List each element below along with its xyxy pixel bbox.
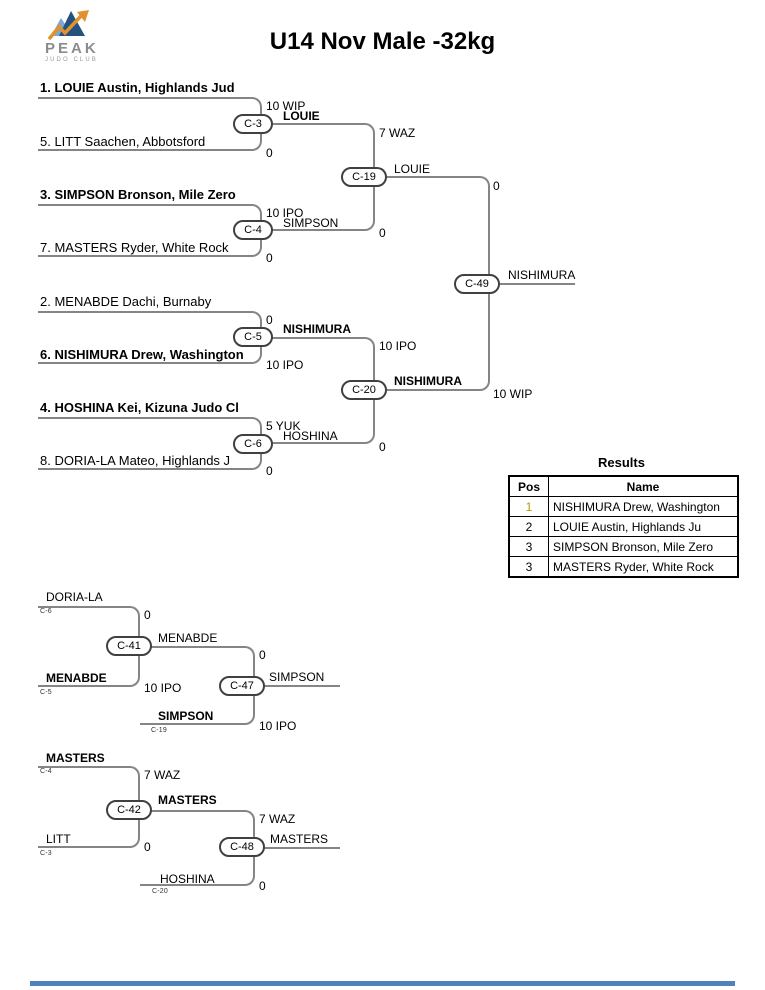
winner-c47: SIMPSON <box>269 670 325 684</box>
score-c19-bottom: 0 <box>379 226 386 240</box>
source-ref-c4: C-4 <box>40 768 52 775</box>
score-c19-top: 7 WAZ <box>379 126 416 140</box>
name-cell: MASTERS Ryder, White Rock <box>549 557 739 578</box>
pos-cell: 2 <box>509 517 549 537</box>
score-c20-top: 10 IPO <box>379 339 417 353</box>
page-title: U14 Nov Male -32kg <box>269 28 496 55</box>
entry-simpson: 3. SIMPSON Bronson, Mile Zero <box>40 187 236 202</box>
entry-hoshina: 4. HOSHINA Kei, Kizuna Judo Cl <box>40 400 239 415</box>
winner-c42: MASTERS <box>158 793 217 807</box>
name-cell: SIMPSON Bronson, Mile Zero <box>549 537 739 557</box>
entry-masters: 7. MASTERS Ryder, White Rock <box>40 240 229 255</box>
source-ref-c3: C-3 <box>40 850 52 857</box>
winner-c19: LOUIE <box>394 162 431 176</box>
entry-menabde: 2. MENABDE Dachi, Burnaby <box>40 294 212 309</box>
entry-nishimura: 6. NISHIMURA Drew, Washington <box>40 347 244 362</box>
pos-cell: 3 <box>509 537 549 557</box>
score-c3-top: 10 WIP <box>266 99 306 113</box>
rep-score-c41-bottom: 10 IPO <box>144 681 182 695</box>
table-row <box>509 557 738 578</box>
score-c47-bottom: 10 IPO <box>259 719 297 733</box>
winner-c20: NISHIMURA <box>394 374 462 388</box>
table-row <box>509 537 738 557</box>
rep-entry-doria-la: DORIA-LA <box>46 590 103 604</box>
winner-c3: LOUIE <box>283 109 320 123</box>
winner-line-c47 <box>255 685 340 687</box>
results-header-name: Name <box>549 476 739 497</box>
score-c5-bottom: 10 IPO <box>266 358 304 372</box>
source-ref-c5: C-5 <box>40 689 52 696</box>
entry-louie: 1. LOUIE Austin, Highlands Jud <box>40 80 235 95</box>
rep-entry-litt: LITT <box>46 832 71 846</box>
table-row <box>509 497 738 517</box>
rep-score-c42-bottom: 0 <box>144 840 151 854</box>
match-label-c42: C-42 <box>106 800 152 820</box>
rep-entry-simpson: SIMPSON <box>158 709 214 723</box>
score-c3-bottom: 0 <box>266 146 273 160</box>
match-label-c5: C-5 <box>233 327 273 347</box>
match-label-c20: C-20 <box>341 380 387 400</box>
score-c48-bottom: 0 <box>259 879 266 893</box>
results-header-pos: Pos <box>509 476 549 497</box>
score-c47-top: 0 <box>259 648 266 662</box>
winner-c4: SIMPSON <box>283 216 339 230</box>
rep-entry-masters: MASTERS <box>46 751 105 765</box>
footer-bar <box>30 981 735 986</box>
score-c49-top: 0 <box>493 179 500 193</box>
score-c5-top: 0 <box>266 313 273 327</box>
match-label-c48: C-48 <box>219 837 265 857</box>
entry-litt: 5. LITT Saachen, Abbotsford <box>40 134 206 149</box>
name-cell: NISHIMURA Drew, Washington <box>549 497 739 517</box>
winner-c49: NISHIMURA <box>508 268 576 282</box>
source-ref-c6: C-6 <box>40 608 52 615</box>
source-ref-c20: C-20 <box>152 888 168 895</box>
rep-entry-hoshina: HOSHINA <box>160 872 215 886</box>
match-label-c49: C-49 <box>454 274 500 294</box>
rep-score-c41-top: 0 <box>144 608 151 622</box>
match-label-c41: C-41 <box>106 636 152 656</box>
results-header-row <box>509 476 738 497</box>
logo-text: PEAK <box>45 40 99 57</box>
logo-subtext: JUDO CLUB <box>45 57 98 63</box>
winner-c41: MENABDE <box>158 631 218 645</box>
score-c20-bottom: 0 <box>379 440 386 454</box>
entry-doria-la: 8. DORIA-LA Mateo, Highlands J <box>40 453 231 468</box>
pos-cell: 1 <box>509 497 549 517</box>
table-row <box>509 517 738 537</box>
score-c4-bottom: 0 <box>266 251 273 265</box>
winner-c6: HOSHINA <box>283 429 338 443</box>
winner-line-c48 <box>255 847 340 849</box>
name-cell: LOUIE Austin, Highlands Ju <box>549 517 739 537</box>
rep-score-c42-top: 7 WAZ <box>144 768 181 782</box>
rep-entry-menabde: MENABDE <box>46 671 107 685</box>
score-c6-top: 5 YUK <box>266 419 301 433</box>
match-label-c47: C-47 <box>219 676 265 696</box>
match-label-c19: C-19 <box>341 167 387 187</box>
source-ref-c19: C-19 <box>151 727 167 734</box>
winner-c5: NISHIMURA <box>283 322 351 336</box>
score-c6-bottom: 0 <box>266 464 273 478</box>
winner-c48: MASTERS <box>270 832 329 846</box>
results-title: Results <box>598 455 645 470</box>
match-label-c4: C-4 <box>233 220 273 240</box>
match-label-c3: C-3 <box>233 114 273 134</box>
score-c48-top: 7 WAZ <box>259 812 296 826</box>
pos-cell: 3 <box>509 557 549 578</box>
match-label-c6: C-6 <box>233 434 273 454</box>
winner-line-c49 <box>490 283 575 285</box>
results-table <box>508 475 739 578</box>
score-c49-bottom: 10 WIP <box>493 387 533 401</box>
score-c4-top: 10 IPO <box>266 206 304 220</box>
